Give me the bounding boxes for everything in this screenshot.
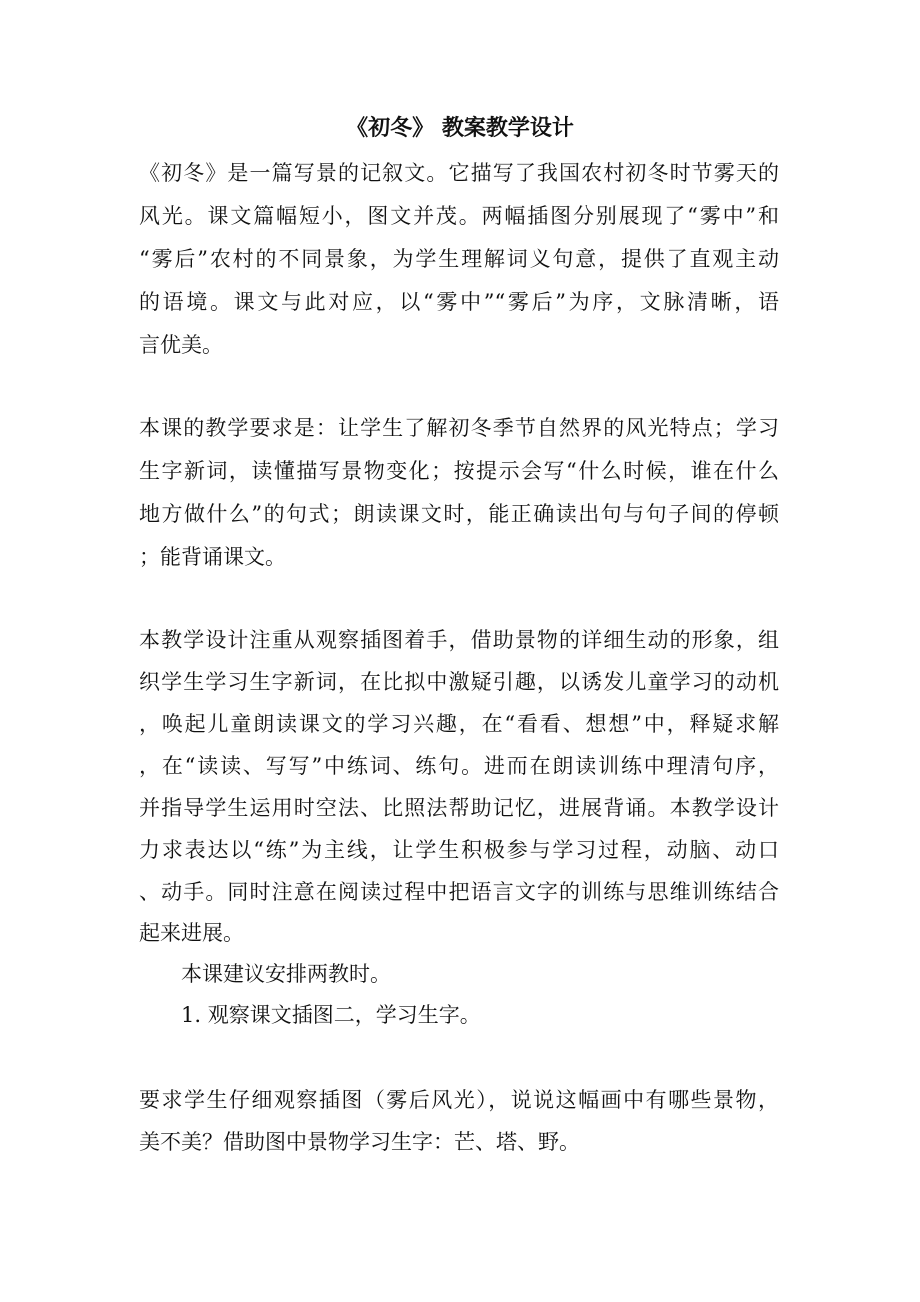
paragraph-1-line-1: 《初冬》是一篇写景的记叙文。它描写了我国农村初冬时节雾天的 (139, 161, 779, 185)
paragraph-3-line-3: ，唤起儿童朗读课文的学习兴趣，在“看看、想想”中，释疑求解 (139, 712, 779, 736)
paragraph-3-line-7: 、动手。同时注意在阅读过程中把语言文字的训练与思维训练结合 (139, 880, 779, 904)
paragraph-1-line-3: “雾后”农村的不同景象，为学生理解词义句意，提供了直观主动 (139, 247, 779, 271)
step-1-heading: 1. 观察课文插图二，学习生字。 (181, 1003, 481, 1027)
paragraph-1-line-4: 的语境。课文与此对应，以“雾中”“雾后”为序，文脉清晰，语 (139, 290, 779, 314)
paragraph-4-line-1: 要求学生仔细观察插图（雾后风光），说说这幅画中有哪些景物， (139, 1088, 779, 1112)
paragraph-2-line-3: 地方做什么”的句式；朗读课文时，能正确读出句与句子间的停顿 (139, 502, 779, 526)
document-title: 《初冬》 教案教学设计 (346, 115, 574, 141)
paragraph-2-line-1: 本课的教学要求是：让学生了解初冬季节自然界的风光特点；学习 (139, 416, 779, 440)
schedule-line: 本课建议安排两教时。 (181, 962, 391, 986)
paragraph-2-line-2: 生字新词，读懂描写景物变化；按提示会写“什么时候，谁在什么 (139, 459, 779, 483)
paragraph-3-line-2: 织学生学习生字新词，在比拟中激疑引趣，以诱发儿童学习的动机 (139, 670, 779, 694)
paragraph-3-line-8: 起来进展。 (139, 921, 244, 945)
paragraph-2-line-4: ；能背诵课文。 (139, 545, 286, 569)
paragraph-1-line-2: 风光。课文篇幅短小，图文并茂。两幅插图分别展现了“雾中”和 (139, 204, 779, 228)
paragraph-4-line-2: 美不美？借助图中景物学习生字：芒、塔、野。 (139, 1130, 580, 1154)
paragraph-3-line-5: 并指导学生运用时空法、比照法帮助记忆，进展背诵。本教学设计 (139, 796, 779, 820)
paragraph-3-line-4: ，在“读读、写写”中练词、练句。进而在朗读训练中理清句序， (139, 754, 779, 778)
paragraph-3-line-6: 力求表达以“练”为主线，让学生积极参与学习过程，动脑、动口 (139, 838, 779, 862)
paragraph-1-line-5: 言优美。 (139, 333, 223, 357)
paragraph-3-line-1: 本教学设计注重从观察插图着手，借助景物的详细生动的形象，组 (139, 628, 779, 652)
